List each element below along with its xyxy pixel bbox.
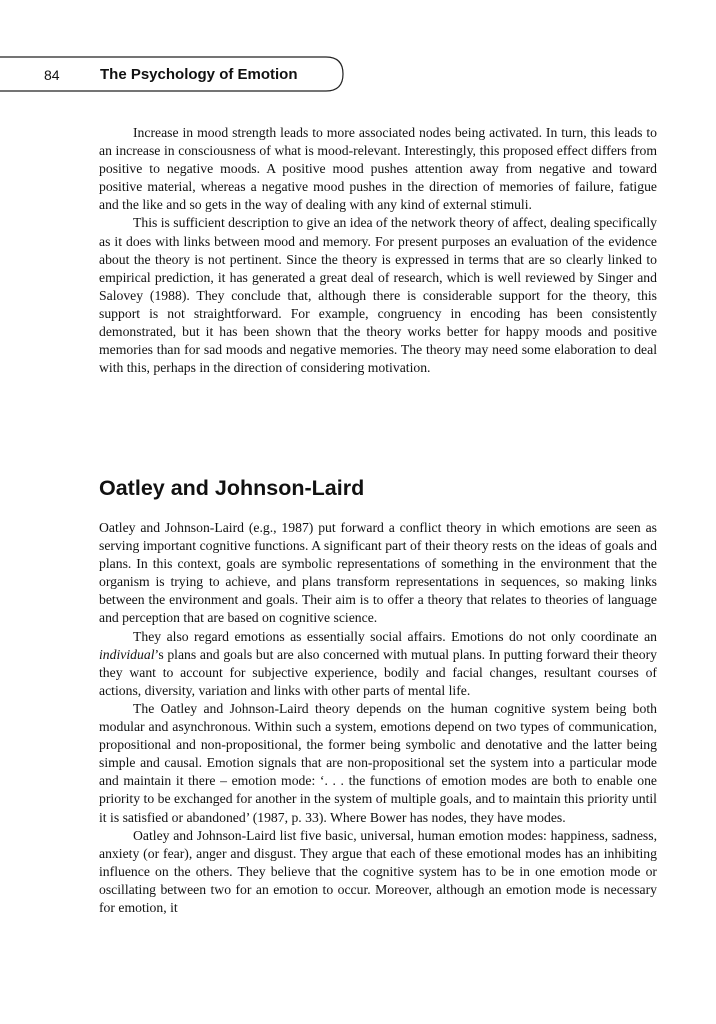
paragraph-text: They also regard emotions as essentially social affairs. Emotions do not only coordinate an — [133, 628, 657, 644]
italic-term: individual — [99, 646, 155, 662]
paragraph: The Oatley and Johnson-Laird theory depends on the human cognitive system being both modular and asynchronous. Within such a system, emotions depend on two types of communication, propositional and non-propositional, the former being symbolic and denotative and the latter being simple and causal. Emotion signals that are non-propositional set the system into a particular mode and maintain it there – emotion mode: ‘. . . the functions of emotion modes are both to enable one priority to be exchanged for another in the system of multiple goals, and to maintain this priority until it is satisfied or abandoned’ (1987, p. 33). Where Bower has nodes, they have modes. — [99, 700, 657, 825]
section-oatley-johnson-laird — [99, 519, 657, 917]
paragraph: Oatley and Johnson-Laird list five basic, universal, human emotion modes: happiness, sadness, anxiety (or fear), anger and disgust. They argue that each of these emotional modes has an inhibiting influence on the others. They believe that the cognitive system has to be in one emotion mode or oscillating between two for an emotion to occur. Moreover, although an emotion mode is necessary for emotion, it — [99, 827, 657, 915]
section-network-theory — [99, 124, 657, 377]
paragraph — [99, 628, 657, 700]
page-number: 84 — [44, 67, 60, 83]
section-heading: Oatley and Johnson-Laird — [99, 476, 365, 500]
running-head — [0, 55, 345, 95]
book-title: The Psychology of Emotion — [100, 66, 298, 83]
paragraph-text: ’s plans and goals but are also concerned with mutual plans. In putting forward their theory they want to account for subjective experience, bodily and facial changes, resultant courses of actions, diversity, variation and links with other parts of mental life. — [99, 646, 657, 698]
paragraph: This is sufficient description to give an idea of the network theory of affect, dealing specifically as it does with links between mood and memory. For present purposes an evaluation of the evidence about the theory is not pertinent. Since the theory is expressed in terms that are so clearly linked to empirical prediction, it has generated a great deal of research, which is well reviewed by Singer and Salovey (1988). They conclude that, although there is considerable support for the theory, this support is not straightforward. For example, congruency in encoding has been consistently demonstrated, but it has been shown that the theory works better for happy moods and positive memories than for sad moods and negative memories. The theory may need some elaboration to deal with this, perhaps in the direction of considering motivation. — [99, 215, 658, 376]
paragraph: Oatley and Johnson-Laird (e.g., 1987) put forward a conflict theory in which emotions are seen as serving important cognitive functions. A significant part of their theory rests on the ideas of goals and plans. In this context, goals are symbolic representations of something in the environment that the organism is trying to achieve, and plans transform representations in sequences, so making links between the environment and goals. Their aim is to offer a theory that relates to theories of language and perception that are based on cognitive science. — [99, 520, 657, 626]
paragraph: Increase in mood strength leads to more associated nodes being activated. In turn, this leads to an increase in consciousness of what is mood-relevant. Interestingly, this proposed effect differs from positive to negative moods. A positive mood pushes attention away from negative and toward positive material, whereas a negative mood pushes in the direction of memories of failure, fatigue and the like and so gets in the way of dealing with any kind of external stimuli. — [99, 125, 657, 213]
